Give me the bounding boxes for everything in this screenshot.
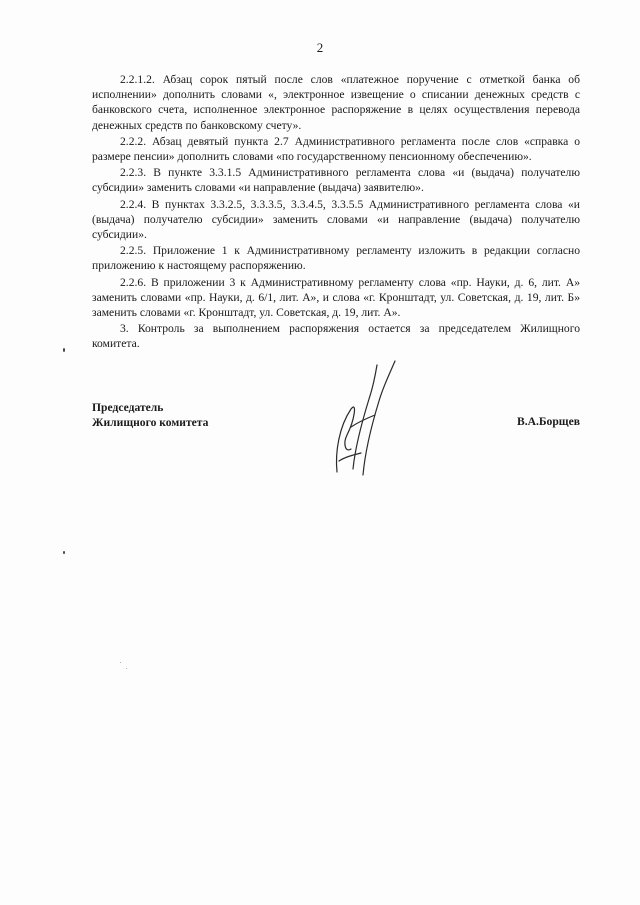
paragraph-2-2-3: 2.2.3. В пункте 3.3.1.5 Административного регламента слова «и (выдача) получателю субсидии» заменить словами «и направление (выдача) заявителю». xyxy=(92,166,580,195)
scan-speck xyxy=(63,551,65,554)
scan-speck xyxy=(126,668,127,669)
paragraph-2-2-1-2: 2.2.1.2. Абзац сорок пятый после слов «платежное поручение с отметкой банка об исполнении» дополнить словами «, электронное извещение о списании денежных средств с банковского счета, исполненное электронное распоряжение в целях осуществления перевода денежных средств по банковскому счету». xyxy=(92,73,580,132)
signature-block xyxy=(92,400,580,490)
paragraph-2-2-5: 2.2.5. Приложение 1 к Административному регламенту изложить в редакции согласно приложению к настоящему распоряжению. xyxy=(92,244,580,273)
paragraph-2-2-4: 2.2.4. В пунктах 3.3.2.5, 3.3.3.5, 3.3.4.5, 3.3.5.5 Административного регламента слова «и (выдача) получателю субсидии» заменить словами «и направление (выдача) получателю субсидии». xyxy=(92,197,580,242)
scan-speck xyxy=(120,662,121,663)
signer-title-line1: Председатель xyxy=(92,401,164,414)
handwritten-signature xyxy=(317,357,407,487)
paragraph-3: 3. Контроль за выполнением распоряжения остается за председателем Жилищного комитета. xyxy=(92,322,580,351)
signer-name: В.А.Борщев xyxy=(516,415,580,428)
signer-title-line2: Жилищного комитета xyxy=(92,416,209,429)
signer-title xyxy=(92,400,208,430)
document-body xyxy=(92,72,580,353)
page-number: 2 xyxy=(316,40,324,55)
paragraph-2-2-6: 2.2.6. В приложении 3 к Административному регламенту слова «пр. Науки, д. 6, лит. А» заменить словами «пр. Науки, д. 6/1, лит. А», и слова «г. Кронштадт, ул. Советская, д. 19, лит. Б» заменить словами «г. Кронштадт, ул. Советская, д. 19, лит. А». xyxy=(92,275,580,320)
scan-speck xyxy=(63,348,65,352)
paragraph-2-2-2: 2.2.2. Абзац девятый пункта 2.7 Административного регламента после слов «справка о размере пенсии» дополнить словами «по государственному пенсионному обеспечению». xyxy=(92,134,580,164)
